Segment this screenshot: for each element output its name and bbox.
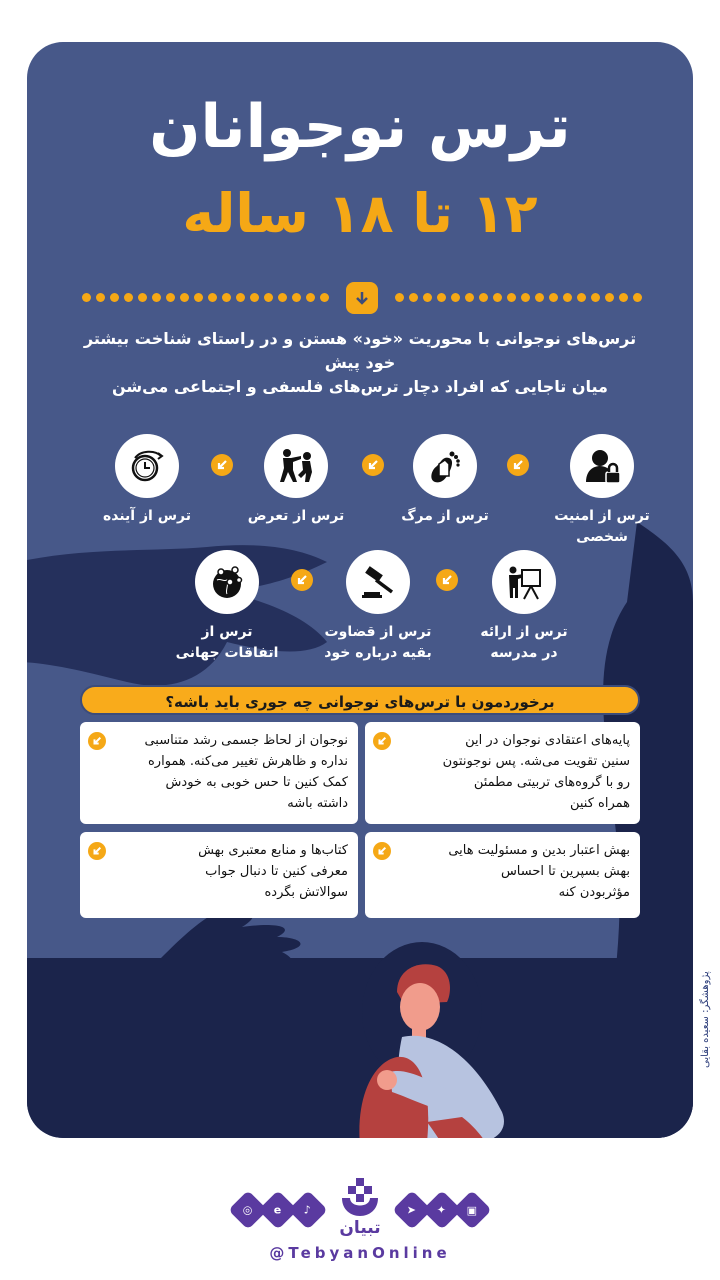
fear-label: [449, 622, 599, 664]
aparat-icon[interactable]: ◎: [228, 1190, 268, 1230]
tip-line: معرفی کنین تا دنبال جواب: [205, 864, 348, 879]
fear-judgment: [303, 550, 453, 664]
tip-card: [80, 832, 358, 918]
infographic-card: [27, 42, 693, 1138]
tip-line: سنین تقویت می‌شه. پس نوجونتون: [442, 754, 630, 769]
age-range-subtitle: ۱۲ تا ۱۸ ساله: [182, 182, 538, 245]
fear-label: ترس از آینده: [102, 508, 191, 524]
fear-label-line-2: بقیه درباره خود: [324, 645, 432, 661]
future-clock-icon: [115, 434, 179, 498]
tip-card: [365, 722, 640, 824]
footprint-tag-icon: [413, 434, 477, 498]
tip-line: بهش بسپرین تا احساس: [500, 864, 630, 879]
orange-arrow-icon: [373, 732, 391, 750]
fear-label-line-2: در مدرسه: [490, 645, 558, 661]
fear-label: ترس از امنیت شخصی: [554, 508, 650, 545]
fear-label-line-1: ترس از ارائه: [480, 624, 568, 640]
eitaa-icon[interactable]: e: [258, 1190, 298, 1230]
assault-icon: [264, 434, 328, 498]
fear-label: ترس از تعرض: [247, 508, 345, 524]
soroush-icon[interactable]: ♪: [288, 1190, 328, 1230]
tip-card: [365, 832, 640, 918]
orange-arrow-icon: [88, 842, 106, 860]
tip-line: مؤثربودن کنه: [558, 885, 630, 900]
tip-card: [80, 722, 358, 824]
fear-personal-security: [527, 434, 677, 548]
orange-arrow-icon: [88, 732, 106, 750]
divider-dots-right: [395, 293, 642, 303]
tip-line: همراه کنین: [569, 796, 630, 811]
tip-line: سوالاتش بگرده: [264, 885, 348, 900]
fear-assault: [221, 434, 371, 527]
fear-label-line-1: ترس از: [201, 624, 253, 640]
divider-dots-left: [82, 293, 329, 303]
fear-label: [303, 622, 453, 664]
fear-label: ترس از مرگ: [401, 508, 489, 524]
arrow-down-icon: [346, 282, 378, 314]
tip-line: نداره و ظاهرش تغییر می‌کنه. همواره: [148, 754, 348, 769]
tip-line: کمک کنین تا حس خوبی به خودش: [165, 775, 348, 790]
twitter-icon[interactable]: ✦: [422, 1190, 462, 1230]
fear-school-presentation: [449, 550, 599, 664]
researcher-credit: پژوهشگر: سعیده بقایی: [700, 971, 711, 1069]
orange-arrow-icon: [373, 842, 391, 860]
intro-paragraph: [67, 327, 653, 399]
social-handle[interactable]: @TebyanOnline: [269, 1244, 451, 1262]
tip-line: بهش اعتبار بدین و مسئولیت هایی: [448, 843, 630, 858]
brand-name: تبیان: [339, 1218, 381, 1238]
fear-label: [152, 622, 302, 664]
fear-world-events: [152, 550, 302, 664]
tip-line: رو با گروه‌های تربیتی مطمئن: [473, 775, 630, 790]
coping-question-banner: برخوردمون با ترس‌های نوجوانی چه جوری باید باشه؟: [80, 685, 640, 715]
globe-pins-icon: [195, 550, 259, 614]
fear-future: [72, 434, 222, 527]
intro-line-2: میان تاجایی که افراد دچار ترس‌های فلسفی و اجتماعی می‌شن: [112, 377, 608, 396]
user-lock-icon: [570, 434, 634, 498]
tip-line: پایه‌های اعتقادی نوجوان در این: [465, 733, 630, 748]
telegram-icon[interactable]: ➤: [392, 1190, 432, 1230]
fear-label-line-1: ترس از قضاوت: [324, 624, 432, 640]
sitting-girl-illustration: [312, 942, 532, 1138]
tebyan-logo-icon: [340, 1178, 380, 1222]
dotted-divider: [82, 282, 642, 314]
fear-death: [370, 434, 520, 527]
tip-line: کتاب‌ها و منابع معتبری بهش: [198, 843, 348, 858]
tip-line: نوجوان از لحاظ جسمی رشد متناسبی: [144, 733, 348, 748]
tip-line: داشته باشه: [287, 796, 348, 811]
instagram-icon[interactable]: ▣: [452, 1190, 492, 1230]
presentation-icon: [492, 550, 556, 614]
gavel-icon: [346, 550, 410, 614]
main-title: ترس نوجوانان: [149, 92, 571, 162]
fear-label-line-2: اتفاقات جهانی: [175, 645, 279, 661]
intro-line-1: ترس‌های نوجوانی با محوریت «خود» هستن و در راستای شناخت بیشتر خود پیش: [83, 329, 637, 372]
